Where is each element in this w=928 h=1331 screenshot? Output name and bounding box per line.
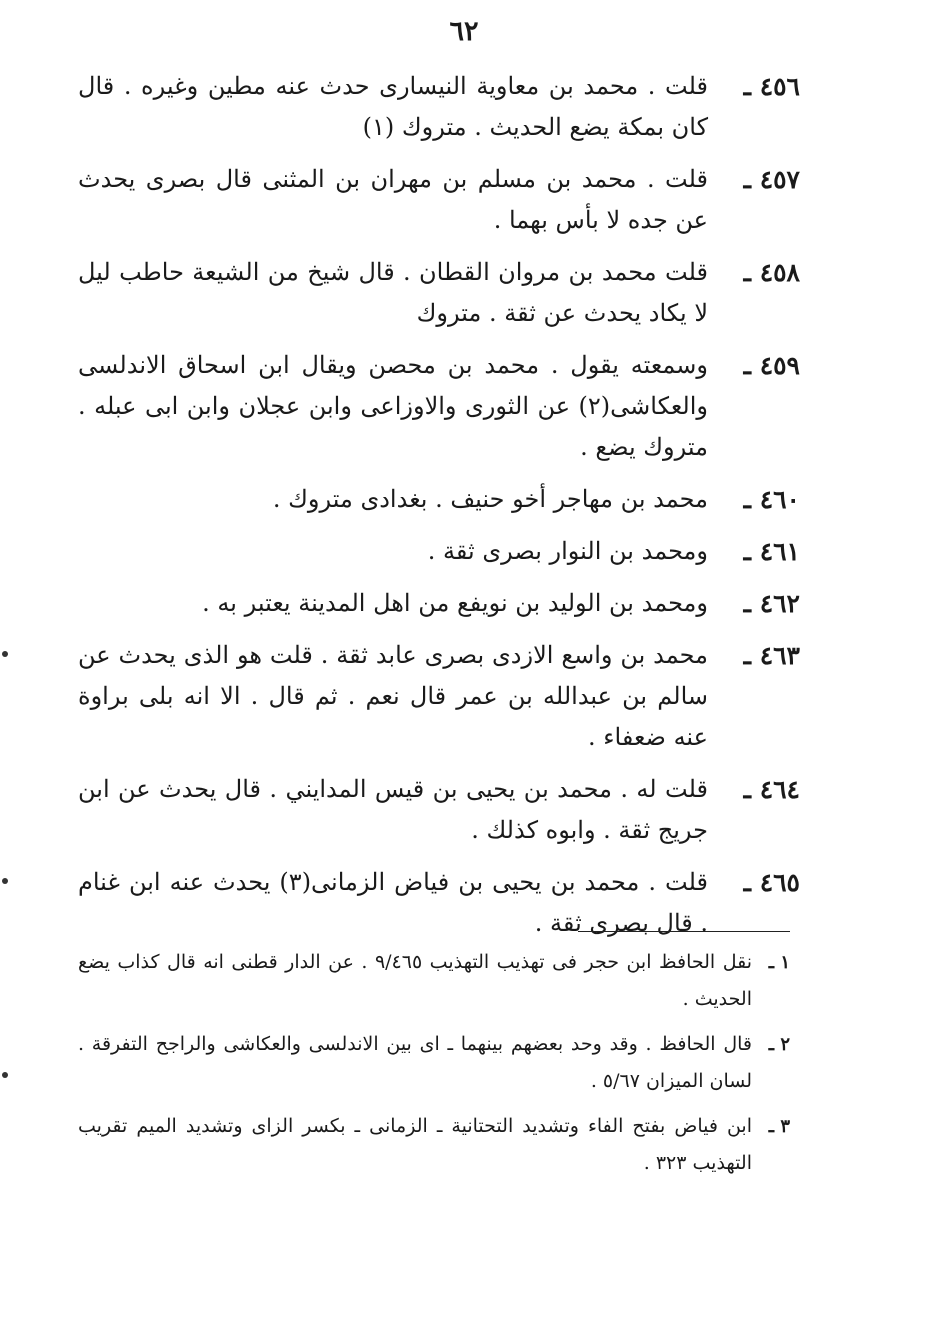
entry-number: ٤٦١ ـ [743,537,800,566]
footnote-number: ١ ـ [768,952,790,973]
footnote-2 [78,1026,790,1100]
entry-text: قلت محمد بن مروان القطان . قال شيخ من الشيعة حاطب ليل لا يكاد يحدث عن ثقة . متروك [78,258,708,327]
entry-459 [78,345,800,468]
entry-number: ٤٥٧ ـ [743,165,800,194]
entry-464 [78,769,800,851]
entry-457 [78,159,800,241]
entry-462 [78,583,800,624]
footnote-text: نقل الحافظ ابن حجر فى تهذيب التهذيب ٩/٤٦٥ . عن الدار قطنى انه قال كذاب يضع الحديث . [78,951,752,1010]
entry-456 [78,66,800,148]
scan-speck-left-mid [2,878,8,884]
entry-460 [78,479,800,520]
scan-speck-left-top [2,651,8,657]
entry-text: محمد بن مهاجر أخو حنيف . بغدادى متروك . [272,485,708,513]
entry-text: ومحمد بن النوار بصرى ثقة . [427,537,708,565]
entry-number: ٤٥٩ ـ [743,351,800,380]
entry-463 [78,635,800,758]
entry-text: قلت . محمد بن معاوية النيسارى حدث عنه مطين وغيره . قال كان بمكة يضع الحديث . متروك (١) [78,72,708,141]
entry-text: وسمعته يقول . محمد بن محصن ويقال ابن اسحاق الاندلسى والعكاشى(٢) عن الثورى والاوزاعى وابن عجلان وابن ابى عبله . متروك يضع . [78,351,708,461]
footnote-3 [78,1108,790,1182]
entry-461 [78,531,800,572]
entry-text: قلت . محمد بن مسلم بن مهران بن المثنى قال بصرى يحدث عن جده لا بأس بهما . [78,165,708,234]
entry-number: ٤٦٥ ـ [743,868,800,897]
entry-text: ومحمد بن الوليد بن نويفع من اهل المدينة يعتبر به . [202,589,708,617]
entry-number: ٤٦٠ ـ [743,485,800,514]
footnote-text: ابن فياض بفتح الفاء وتشديد التحتانية ـ الزمانى ـ بكسر الزاى وتشديد الميم تقريب التهذيب ٣٢٣ . [78,1115,752,1174]
entry-number: ٤٦٣ ـ [743,641,800,670]
entry-text: محمد بن واسع الازدى بصرى عابد ثقة . قلت هو الذى يحدث عن سالم بن عبدالله بن عمر قال نعم . ثم قال . الا انه بلى براوة عنه ضعفاء . [78,641,708,751]
footnotes [78,944,790,1190]
entry-text: قلت له . محمد بن يحيى بن قيس المدايني . قال يحدث عن ابن جريج ثقة . وابوه كذلك . [78,775,708,844]
footnote-text: قال الحافظ . وقد وحد بعضهم بينهما ـ اى بين الاندلسى والعكاشى والراجح التفرقة . لسان الميزان ٥/٦٧ . [78,1033,752,1092]
entry-number: ٤٥٨ ـ [743,258,800,287]
scan-speck-left-low [2,1072,8,1078]
entry-458 [78,252,800,334]
entry-text: قلت . محمد بن يحيى بن فياض الزمانى(٣) يحدث عنه ابن غنام . قال بصرى ثقة . [78,868,708,937]
entry-number: ٤٦٢ ـ [743,589,800,618]
footnote-number: ٣ ـ [768,1116,790,1137]
entry-number: ٤٥٦ ـ [743,72,800,101]
page-number: ٦٢ [449,16,479,47]
footnote-divider [578,931,790,932]
footnote-number: ٢ ـ [768,1034,790,1055]
entry-number: ٤٦٤ ـ [743,775,800,804]
footnote-1 [78,944,790,1018]
entries-list [78,66,800,955]
